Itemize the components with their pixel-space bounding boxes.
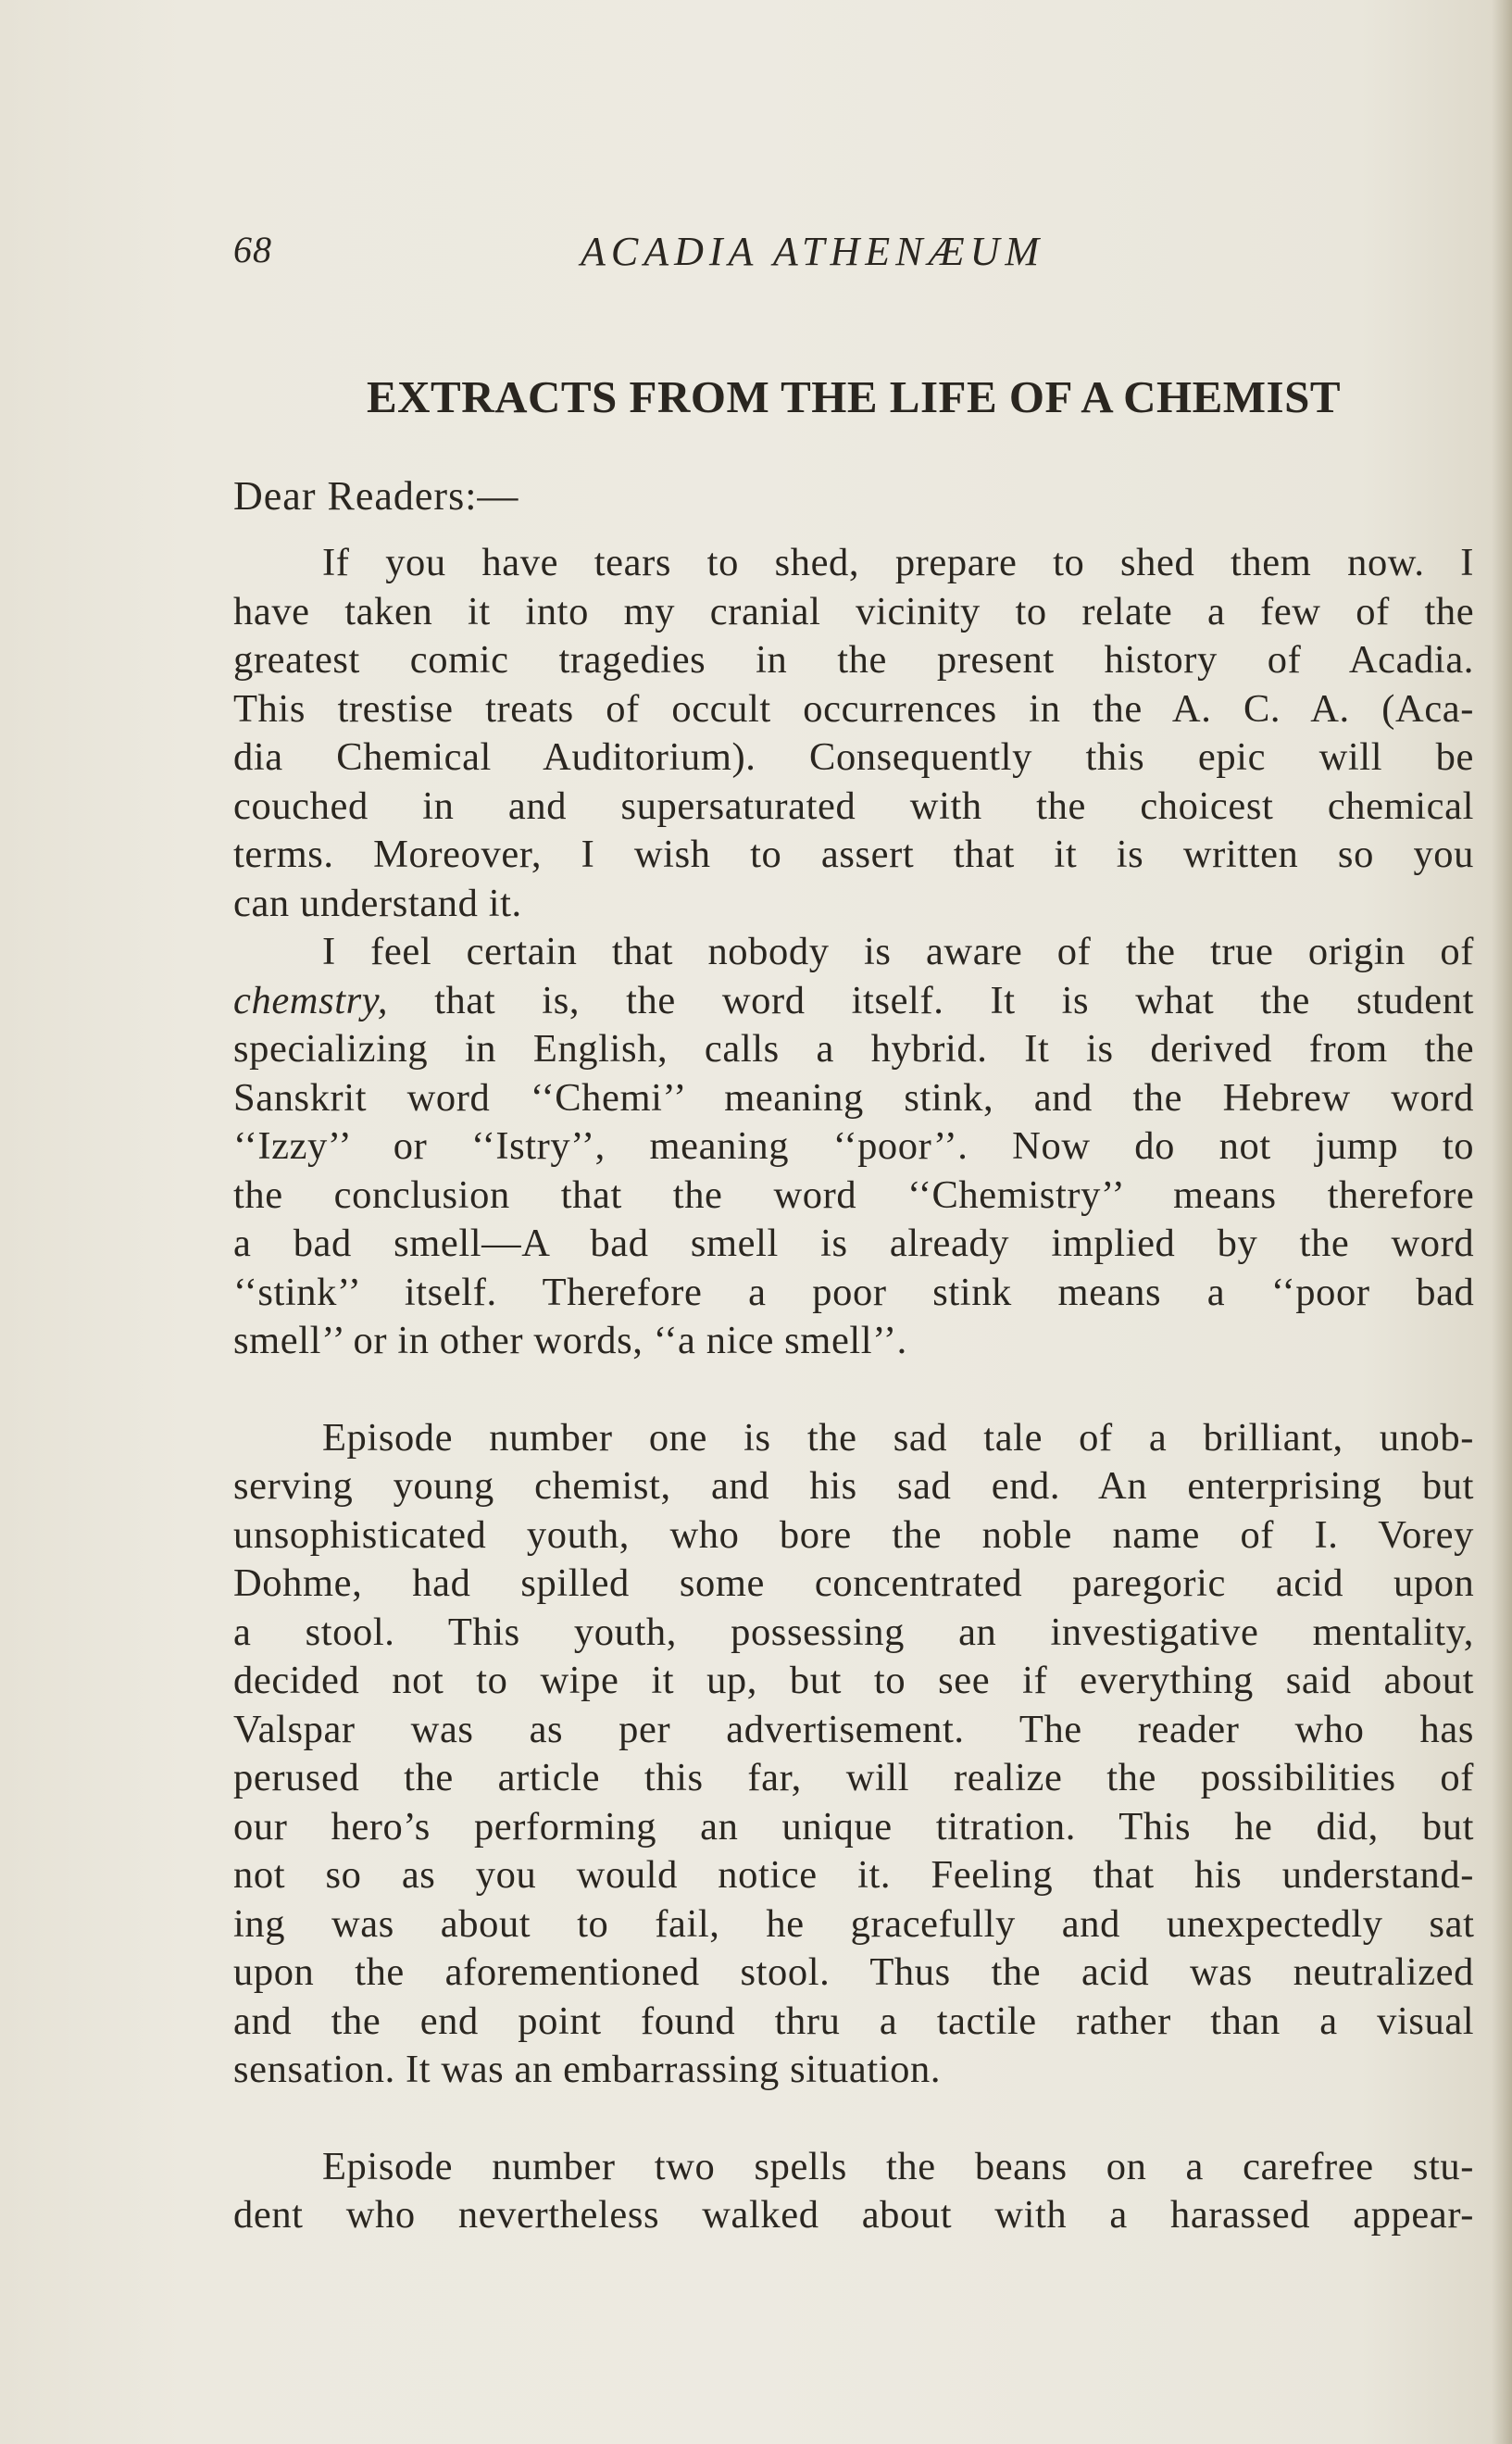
- text-line: upon the aforementioned stool. Thus the acid was neutralized: [233, 1950, 1474, 1994]
- text-line: specializing in English, calls a hybrid. It is derived from the: [233, 1027, 1475, 1071]
- text-line: terms. Moreover, I wish to assert that it is written so you: [233, 833, 1474, 876]
- page-number: 68: [233, 229, 272, 270]
- text-line: can understand it.: [233, 881, 522, 925]
- text-line: Episode number two spells the beans on a carefree stu-: [322, 2144, 1474, 2188]
- text-line: This trestise treats of occult occurrences in the A. C. A. (Aca-: [233, 686, 1474, 731]
- article-title: EXTRACTS FROM THE LIFE OF A CHEMIST: [366, 371, 1342, 422]
- text-line-with-italic: [233, 977, 1474, 1026]
- text-line: have taken it into my cranial vicinity to relate a few of the: [233, 589, 1475, 633]
- journal-title: ACADIA ATHENÆUM: [581, 229, 1045, 274]
- text-line: smell’’ or in other words, ‘‘a nice smell’’.: [233, 1319, 907, 1362]
- text-line: couched in and supersaturated with the choicest chemical: [233, 783, 1474, 828]
- text-line: ‘‘stink’’ itself. Therefore a poor stink means a ‘‘poor bad: [233, 1270, 1475, 1314]
- text-line: sensation. It was an embarrassing situation.: [233, 2048, 942, 2091]
- text-line: not so as you would notice it. Feeling that his understand-: [233, 1853, 1474, 1897]
- text-line: greatest comic tragedies in the present history of Acadia.: [233, 638, 1475, 682]
- binding-edge: [1492, 0, 1512, 2444]
- text-line: perused the article this far, will realize the possibilities of: [233, 1756, 1474, 1799]
- text-line: Sanskrit word ‘‘Chemi’’ meaning stink, and the Hebrew word: [233, 1075, 1474, 1120]
- text-line: unsophisticated youth, who bore the noble name of I. Vorey: [233, 1512, 1474, 1557]
- text-line: and the end point found thru a tactile rather than a visual: [233, 1999, 1475, 2043]
- paragraph-4: [233, 2143, 1474, 2240]
- text-line: a stool. This youth, possessing an investigative mentality,: [233, 1610, 1474, 1654]
- text-line: ing was about to fail, he gracefully and unexpectedly sat: [233, 1901, 1475, 1946]
- text-line: dent who nevertheless walked about with a harassed appear-: [233, 2193, 1474, 2237]
- paragraph-1: [233, 539, 1474, 928]
- text-line: serving young chemist, and his sad end. An enterprising but: [233, 1464, 1474, 1508]
- text-line-rest: that is, the word itself. It is what the student: [434, 978, 1474, 1022]
- text-line: I feel certain that nobody is aware of the true origin of: [322, 930, 1474, 973]
- text-line: dia Chemical Auditorium). Consequently this epic will be: [233, 735, 1474, 779]
- text-line: decided not to wipe it up, but to see if everything said about: [233, 1659, 1474, 1702]
- text-line: our hero’s performing an unique titration. This he did, but: [233, 1804, 1474, 1849]
- paragraph-2: [233, 928, 1474, 1366]
- text-line: ‘‘Izzy’’ or ‘‘Istry’’, meaning ‘‘poor’’. Now do not jump to: [233, 1124, 1475, 1168]
- text-line: the conclusion that the word ‘‘Chemistry’’ means therefore: [233, 1172, 1475, 1217]
- text-line: If you have tears to shed, prepare to shed them now. I: [322, 541, 1474, 584]
- salutation: Dear Readers:—: [233, 473, 519, 519]
- text-line: Episode number one is the sad tale of a brilliant, unob-: [322, 1415, 1474, 1460]
- text-line: Valspar was as per advertisement. The reader who has: [233, 1707, 1474, 1751]
- text-line: Dohme, had spilled some concentrated paregoric acid upon: [233, 1561, 1475, 1605]
- text-line: a bad smell—A bad smell is already implied by the word: [233, 1222, 1475, 1265]
- article-body: [233, 539, 1474, 2240]
- italic-word: chemstry,: [233, 978, 389, 1022]
- running-head: [233, 228, 1474, 283]
- paragraph-3: [233, 1414, 1474, 2095]
